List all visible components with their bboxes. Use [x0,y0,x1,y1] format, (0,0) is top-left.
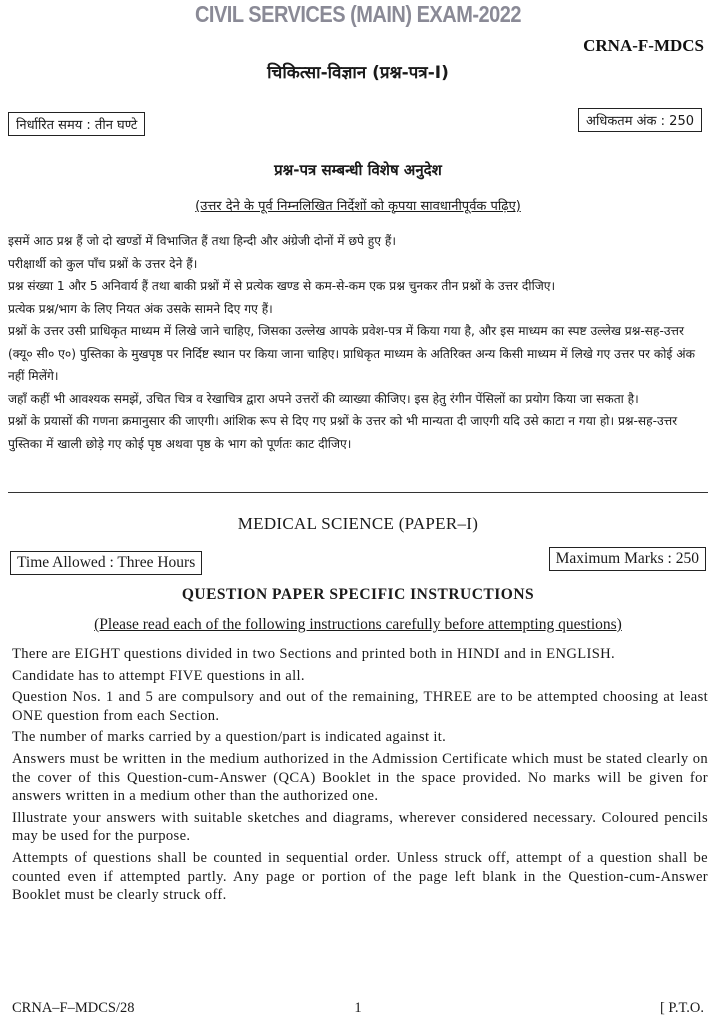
english-instruction: There are EIGHT questions divided in two Sections and printed both in HINDI and in ENGLISH. [12,646,616,662]
english-instruction-list [12,645,708,908]
english-time-allowed-box: Time Allowed : Three Hours [10,551,202,575]
english-instruction: Attempts of questions shall be counted in sequential order. Unless struck off, attempt of a question shall be counted even if attempted partly. Any page or portion of the page left blank in the Question-cum-Answer Booklet must be clearly struck off. [12,849,708,904]
english-instruction: The number of marks carried by a question/part is indicated against it. [12,729,447,746]
hindi-instruction: जहाँ कहीं भी आवश्यक समझें, उचित चित्र व रेखाचित्र द्वारा अपने उत्तरों की व्याख्या कीजिए। इस हेतु रंगीन पेंसिलों का प्रयोग किया जा सकता है। [8,391,639,406]
hindi-instructions-heading: प्रश्न-पत्र सम्बन्धी विशेष अनुदेश [274,161,442,179]
hindi-paper-title: चिकित्सा-विज्ञान (प्रश्न-पत्र-I) [267,63,449,83]
hindi-instruction: परीक्षार्थी को कुल पाँच प्रश्नों के उत्तर देने हैं। [8,256,198,271]
hindi-instruction: इसमें आठ प्रश्न हैं जो दो खण्डों में विभाजित हैं तथा हिन्दी और अंग्रेजी दोनों में छपे हुए हैं। [8,234,396,248]
hindi-instruction: प्रत्येक प्रश्न/भाग के लिए नियत अंक उसके सामने दिए गए हैं। [8,301,273,316]
hindi-subheading-text: (उत्तर देने के पूर्व निम्नलिखित निर्देशों को कृपया सावधानीपूर्वक पढ़िए) [195,199,521,214]
english-instruction: Candidate has to attempt FIVE questions in all. [12,667,305,684]
hindi-instruction-list [8,230,706,455]
english-instructions-heading: QUESTION PAPER SPECIFIC INSTRUCTIONS [181,586,535,603]
hindi-instructions-subheading [0,196,716,214]
footer-pto: [ P.T.O. [659,1000,704,1016]
hindi-instruction: प्रश्नों के उत्तर उसी प्राधिकृत माध्यम में लिखे जाने चाहिए, जिसका उल्लेख आपके प्रवेश-पत्र में किया गया है, और इस माध्यम का स्पष्ट उल्लेख प्रश्न-सह-उत्तर (क्यू० सी० ए०) पुस्तिका के मुखपृष्ठ पर निर्दिष्ट स्थान पर किया जाना चाहिए। प्राधिकृत माध्यम के अतिरिक्त अन्य किसी माध्यम में लिखे गए उत्तर पर कोई अंक नहीं मिलेंगे। [8,324,695,383]
footer-paper-code: CRNA–F–MDCS/28 [12,1000,135,1016]
footer-page-number: 1 [354,1000,362,1016]
paper-code: CRNA-F-MDCS [583,36,704,55]
english-instruction: Question Nos. 1 and 5 are compulsory and out of the remaining, THREE are to be attempted choosing at least ONE question from each Section. [12,689,708,724]
english-instruction: Illustrate your answers with suitable sketches and diagrams, wherever considered necessary. Coloured pencils may be used for the purpose. [12,809,708,845]
hindi-instruction: प्रश्न संख्या 1 और 5 अनिवार्य हैं तथा बाकी प्रश्नों में से प्रत्येक खण्ड से कम-से-कम एक प्रश्न चुनकर तीन प्रश्नों के उत्तर दीजिए। [8,279,556,293]
exam-stamp: CIVIL SERVICES (MAIN) EXAM-2022 [194,2,522,28]
hindi-instruction: प्रश्नों के प्रयासों की गणना क्रमानुसार की जाएगी। आंशिक रूप से दिए गए प्रश्नों के उत्तर को भी मान्यता दी जाएगी यदि उसे काटा न गया हो। प्रश्न-सह-उत्तर पुस्तिका में खाली छोड़े गए कोई पृष्ठ अथवा पृष्ठ के भाग को पूर्णतः काट दीजिए। [8,414,678,451]
section-divider [8,492,708,493]
english-max-marks-box: Maximum Marks : 250 [549,547,706,571]
english-instruction: Answers must be written in the medium authorized in the Admission Certificate which must be stated clearly on the cover of this Question-cum-Answer (QCA) Booklet in the space provided. No marks will be given for answers written in a medium other than the authorized one. [12,750,708,805]
hindi-time-allowed-box: निर्धारित समय : तीन घण्टे [8,112,145,136]
english-instructions-subheading [0,616,716,634]
page-footer [12,1000,704,1020]
english-paper-title: MEDICAL SCIENCE (PAPER–I) [237,514,479,533]
hindi-max-marks-box: अधिकतम अंक : 250 [578,108,702,132]
english-subheading-text: (Please read each of the following instructions carefully before attempting questions) [94,616,622,633]
